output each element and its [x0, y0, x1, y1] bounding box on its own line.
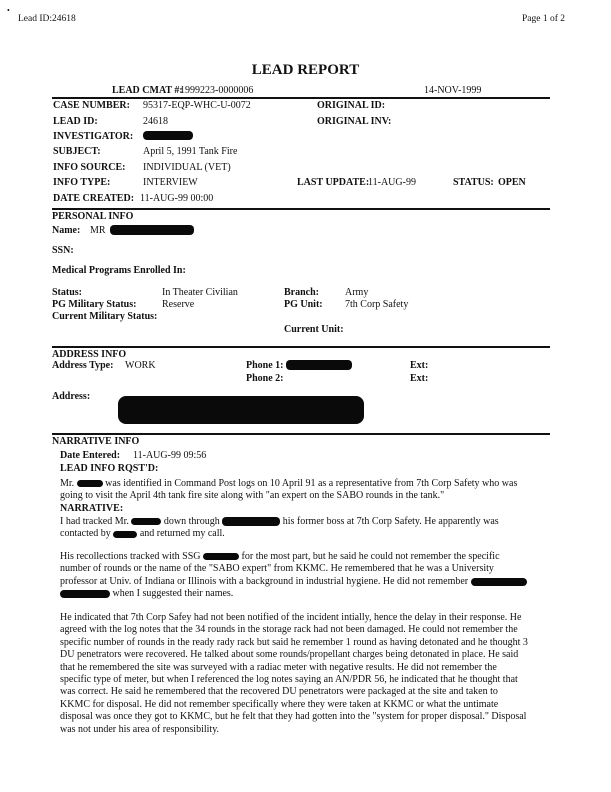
address-type-label: Address Type:: [52, 360, 114, 371]
divider: [52, 208, 550, 210]
case-number-label: CASE NUMBER:: [53, 100, 130, 111]
narrative-paragraph-3: He indicated that 7th Corp Safey had not been notified of the incident intially, hence the delay in their response. He agreed with the log notes that the 34 rounds in the storage rack had not been damaged. He could not remember the specific number of rounds in the ready rady rack but said he remember 1 round as having detonated and he thought 3 DU penetrators were recovered. He talked about some rounds/propellant charges being detonated in place. He said that he remembered the site was surveyed with a radiac meter with negative results. He did not remember the specific type of meter, but when I referenced the log notes saying an AN/PDR 56, he indicated that he thought that was correct. He said he remembered that the recovered DU penetrators were packaged at the site and taken to KKMC for disposal. He did not remember specifically where they were taken at KKMC or what the untimate disposal was once they got to KKMC, but he felt that they had gotten into the "system for proper disposal." Disposal was not under his area of responsibility.: [60, 612, 528, 735]
redaction-mark: [203, 553, 239, 560]
lead-id-header: Lead ID:24618: [18, 14, 76, 24]
status-field-label: Status:: [52, 287, 83, 298]
divider: [52, 346, 550, 348]
pg-unit-label: PG Unit:: [284, 299, 323, 310]
ext1-label: Ext:: [410, 360, 429, 371]
status-label: STATUS:: [453, 177, 494, 188]
branch-label: Branch:: [284, 287, 319, 298]
personal-info-heading: PERSONAL INFO: [52, 211, 134, 222]
redaction-mark: [143, 131, 193, 140]
info-type-value: INTERVIEW: [143, 177, 198, 188]
ssn-label: SSN:: [52, 245, 74, 256]
cmat-number: 1999223-0000006: [180, 85, 254, 96]
page-number: Page 1 of 2: [522, 14, 566, 24]
pg-status-label: PG Military Status:: [52, 299, 137, 310]
margin-mark: •: [7, 6, 10, 15]
date-entered-value: 11-AUG-99 09:56: [133, 450, 207, 461]
phone1-label: Phone 1:: [246, 360, 284, 371]
current-unit-label: Current Unit:: [284, 324, 344, 335]
address-type-value: WORK: [125, 360, 156, 371]
info-source-value: INDIVIDUAL (VET): [143, 162, 231, 173]
subject-value: April 5, 1991 Tank Fire: [143, 146, 238, 157]
redaction-mark: [471, 578, 527, 586]
redaction-mark: [131, 518, 161, 525]
redaction-mark: [118, 396, 364, 424]
redaction-mark: [286, 360, 352, 370]
branch-value: Army: [345, 287, 369, 298]
narrative-paragraph-1: I had tracked Mr. down through his former boss at 7th Corp Safety. He apparently was contacted by and returned my call.: [60, 516, 499, 540]
report-title: LEAD REPORT: [251, 62, 360, 78]
redaction-mark: [77, 480, 103, 487]
narrative-label: NARRATIVE:: [60, 503, 124, 514]
narrative-info-heading: NARRATIVE INFO: [52, 436, 140, 447]
case-number-value: 95317-EQP-WHC-U-0072: [143, 100, 251, 111]
divider: [52, 433, 550, 435]
original-inv-label: ORIGINAL INV:: [317, 116, 392, 127]
date-created-label: DATE CREATED:: [53, 193, 135, 204]
narrative-paragraph-2: His recollections tracked with SSG for the most part, but he said he could not remember the specific number of rounds or the name of the "SABO expert" from KKMC. He remembered that he was a University professor at Univ. of Indiana or Illinois with a background in industrial hygiene. He did not remember when I suggested their names.: [60, 551, 530, 601]
date-created-value: 11-AUG-99 00:00: [140, 193, 214, 204]
medical-programs-label: Medical Programs Enrolled In:: [52, 265, 186, 276]
date-entered-label: Date Entered:: [60, 450, 121, 461]
last-update-value: 11-AUG-99: [368, 177, 416, 188]
lead-info-rqst-label: LEAD INFO RQST'D:: [60, 463, 159, 474]
investigator-label: INVESTIGATOR:: [53, 131, 134, 142]
redaction-mark: [60, 590, 110, 598]
pg-status-value: Reserve: [162, 299, 195, 310]
lead-id-value: 24618: [143, 116, 168, 127]
cmat-label: LEAD CMAT #:: [112, 85, 183, 96]
original-id-label: ORIGINAL ID:: [317, 100, 386, 111]
address-label: Address:: [52, 391, 91, 402]
ext2-label: Ext:: [410, 373, 429, 384]
address-info-heading: ADDRESS INFO: [52, 349, 127, 360]
pg-unit-value: 7th Corp Safety: [345, 299, 409, 310]
info-source-label: INFO SOURCE:: [53, 162, 126, 173]
lead-info-rqst-text: Mr. was identified in Command Post logs on 10 April 91 as a representative from 7th Corp Safety who was going to visit the April 4th tank fire site along with "an expert on the SABO rounds in the tank.": [60, 478, 518, 502]
name-label: Name:: [52, 225, 81, 236]
current-military-status-label: Current Military Status:: [52, 311, 158, 322]
info-type-label: INFO TYPE:: [53, 177, 111, 188]
redaction-mark: [113, 531, 137, 538]
name-prefix: MR: [90, 225, 106, 236]
lead-id-label: LEAD ID:: [53, 116, 98, 127]
status-value: OPEN: [498, 177, 526, 188]
redaction-mark: [222, 517, 280, 526]
report-date: 14-NOV-1999: [424, 85, 482, 96]
status-field-value: In Theater Civilian: [162, 287, 238, 298]
redaction-mark: [110, 225, 194, 235]
phone2-label: Phone 2:: [246, 373, 284, 384]
last-update-label: LAST UPDATE:: [297, 177, 370, 188]
subject-label: SUBJECT:: [53, 146, 101, 157]
divider: [52, 97, 550, 99]
